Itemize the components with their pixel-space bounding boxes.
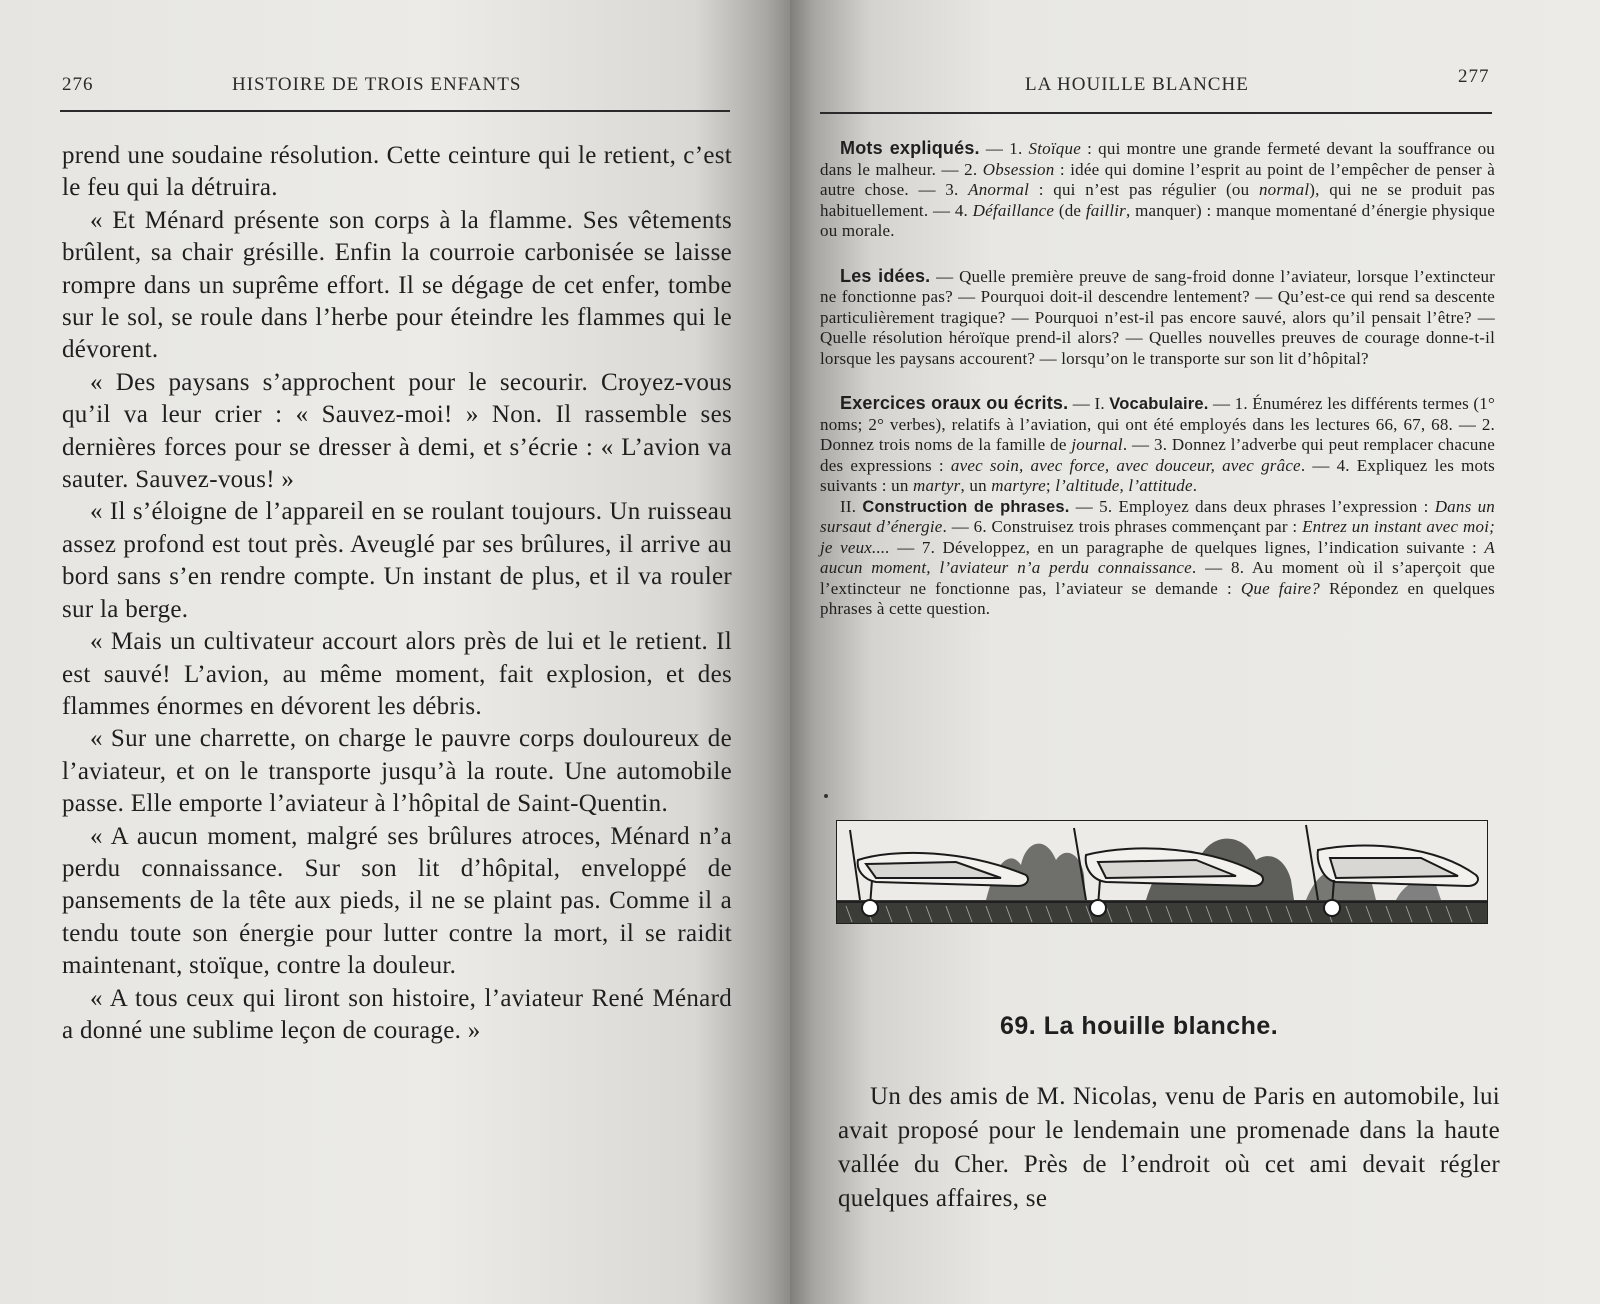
right-running-title: LA HOUILLE BLANCHE bbox=[1025, 74, 1249, 95]
left-paragraph: « Mais un cultivateur accourt alors près de lui et le retient. Il est sauvé! L’avion, au même moment, fait explosion, et des flammes énormes en dévorent les débris. bbox=[62, 628, 732, 720]
text-run: : qui n’est pas régulier (ou bbox=[1029, 180, 1259, 199]
left-body-text bbox=[62, 140, 732, 1047]
text-run: — 1. Énumérez les différents termes (1° noms; 2° verbes), relatifs à l’aviation, qui ont été employés dans les lectures 66, 67, 68. — 2. Donnez trois noms de la famille de bbox=[820, 394, 1495, 454]
right-page-number: 277 bbox=[1458, 66, 1490, 87]
term: faillir bbox=[1085, 200, 1126, 220]
airplanes-illustration bbox=[836, 820, 1488, 924]
exercices-paragraph bbox=[820, 393, 1495, 497]
exercises-section bbox=[820, 138, 1495, 620]
left-header-rule bbox=[60, 110, 730, 112]
left-paragraph: « Sur une charrette, on charge le pauvre corps douloureux de l’aviateur, et on le transporte jusqu’à la route. Une automobile passe. Elle emporte l’aviateur à l’hôpital de Saint-Quentin. bbox=[62, 725, 732, 818]
text-run: : idée qui domine l’esprit au point de l’empêcher de penser à autre chose. — 3. bbox=[820, 159, 1495, 199]
text-run: — 1. bbox=[979, 139, 1029, 158]
left-page-number: 276 bbox=[62, 74, 94, 95]
term: Obsession bbox=[982, 159, 1055, 179]
right-paragraph: Un des amis de M. Nicolas, venu de Paris en automobile, lui avait proposé pour le lendemain une promenade dans la haute vallée du Cher. Près de l’endroit où cet ami devait régler quelques affaires, se bbox=[838, 1083, 1500, 1212]
text-run: — 7. Développez, en un paragraphe de quelques lignes, l’indication suivante : bbox=[889, 537, 1485, 557]
left-paragraph: « Il s’éloigne de l’appareil en se roulant toujours. Un ruisseau assez profond est tout près. Aveuglé par ses brûlures, il arrive au bord sans s’en rendre compte. Un instant de plus, et il va rouler sur la berge. bbox=[62, 498, 732, 623]
right-header-rule bbox=[820, 112, 1492, 114]
term: Anormal bbox=[968, 180, 1030, 199]
text-run: (de bbox=[1054, 200, 1086, 220]
text-run: II. bbox=[840, 496, 863, 516]
term: journal bbox=[1071, 435, 1123, 454]
text-run: Répondez en quelques phrases à cette question. bbox=[820, 578, 1495, 618]
left-running-title: HISTOIRE DE TROIS ENFANTS bbox=[232, 74, 522, 95]
mots-expliques-heading: Mots expliqués. bbox=[840, 138, 980, 158]
term: Entrez un instant avec moi; je veux.... bbox=[820, 517, 1495, 557]
text-run: ; bbox=[1045, 476, 1056, 495]
term: avec soin, avec force, avec douceur, avec grâce bbox=[950, 455, 1301, 475]
term: normal bbox=[1258, 180, 1310, 199]
construction-label: Construction de phrases. bbox=[862, 497, 1070, 516]
term: A aucun moment, l’aviateur n’a perdu connaissance bbox=[820, 537, 1496, 577]
text-run: . bbox=[1192, 476, 1198, 495]
text-run: . — 6. Construisez trois phrases commençant par : bbox=[942, 517, 1303, 536]
right-body-text bbox=[838, 1080, 1500, 1216]
text-run: — 5. Employez dans deux phrases l’expression : bbox=[1069, 496, 1435, 516]
term: martyr bbox=[913, 476, 961, 495]
term: martyre bbox=[991, 476, 1046, 495]
term: Défaillance bbox=[972, 200, 1055, 220]
construction-paragraph bbox=[820, 497, 1495, 620]
left-paragraph: prend une soudaine résolution. Cette ceinture qui le retient, c’est le feu qui la détruira. bbox=[62, 142, 732, 202]
exercices-heading: Exercices oraux ou écrits. bbox=[840, 393, 1069, 413]
term: Dans un sursaut d’énergie bbox=[820, 496, 1495, 536]
text-run: . — 3. Donnez l’adverbe qui peut remplacer chacune des expressions : bbox=[820, 435, 1495, 475]
left-paragraph: « Et Ménard présente son corps à la flamme. Ses vêtements brûlent, sa chair grésille. Enfin la courroie carbonisée se laisse rompre dans un suprême effort. Il se dégage de cet enfer, tombe sur le sol, se roule dans l’herbe pour éteindre les flammes qui le dévorent. bbox=[62, 206, 732, 364]
text-run: ), qui ne se produit pas habituellement. — 4. bbox=[820, 180, 1495, 220]
text-run: — I. bbox=[1068, 394, 1110, 413]
text-run: — Quelle première preuve de sang-froid donne l’aviateur, lorsque l’extincteur ne fonctionne pas? — Pourquoi doit-il descendre lentement? — Qu’est-ce qui rend sa descente particulièrement tragique? — Pourquoi n’est-il pas encore sauvé, alors qu’il pensait l’être? — Quelle résolution héroïque prend-il alors? — Quelles nouvelles preuves de courage donne-t-il lorsque les paysans accourent? — lorsqu’on le transporte sur son lit d’hôpital? bbox=[820, 266, 1496, 368]
vocabulaire-label: Vocabulaire. bbox=[1109, 395, 1209, 413]
text-run: . — 8. Au moment où il s’aperçoit que l’extincteur ne fonctionne pas, l’aviateur se demande : bbox=[820, 558, 1496, 598]
term: Que faire? bbox=[1240, 578, 1320, 598]
term: l’altitude, l’attitude bbox=[1055, 476, 1193, 495]
left-paragraph: « Des paysans s’approchent pour le secourir. Croyez-vous qu’il va leur crier : « Sauvez-moi! » Non. Il rassemble ses dernières forces pour se dresser à demi, et s’écrie : « L’avion va sauter. Sauvez-vous! » bbox=[62, 368, 732, 494]
chapter-title: 69. La houille blanche. bbox=[1000, 1012, 1279, 1040]
les-idees-heading: Les idées. bbox=[840, 265, 931, 286]
text-run: : qui montre une grande fermeté devant la souffrance ou dans le malheur. — 2. bbox=[820, 139, 1495, 179]
term: Stoïque bbox=[1028, 139, 1081, 158]
text-run: , manquer) : manque momentané d’énergie physique ou morale. bbox=[820, 200, 1495, 240]
text-run: , un bbox=[960, 476, 992, 495]
mots-expliques-paragraph bbox=[820, 138, 1495, 242]
text-run: . — 4. Expliquez les mots suivants : un bbox=[820, 455, 1495, 495]
ink-dot bbox=[824, 794, 828, 798]
left-paragraph: « A tous ceux qui liront son histoire, l’aviateur René Ménard a donné une sublime leçon de courage. » bbox=[62, 984, 732, 1044]
left-paragraph: « A aucun moment, malgré ses brûlures atroces, Ménard n’a perdu connaissance. Sur son lit d’hôpital, enveloppé de pansements de la tête aux pieds, il ne se plaint pas. Comme il a tendu toute son énergie pour lutter contre la mort, il se raidit maintenant, stoïque, contre la douleur. bbox=[62, 822, 732, 980]
les-idees-paragraph bbox=[820, 266, 1495, 370]
